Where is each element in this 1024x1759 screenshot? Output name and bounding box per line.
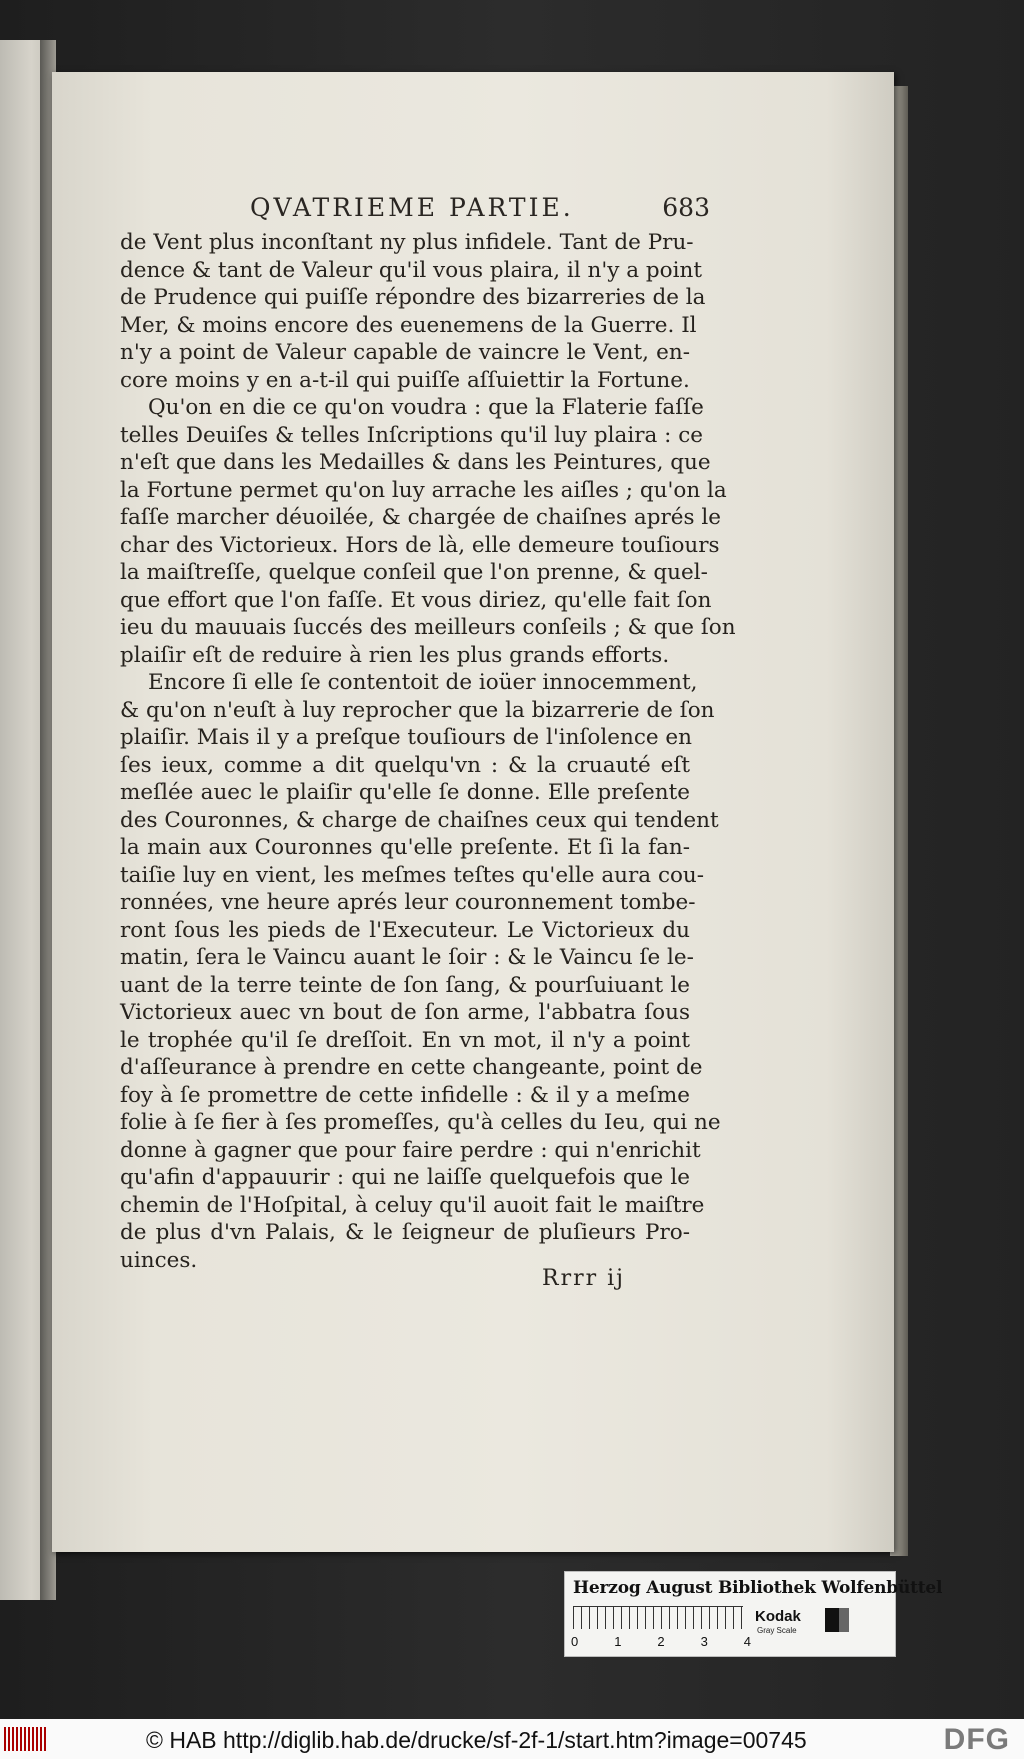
dfg-logo: DFG	[943, 1723, 1010, 1756]
text-line: la Fortune permet qu'on luy arrache les aiſles ; qu'on la	[120, 477, 727, 503]
text-line: foy à ſe promettre de cette infidelle : & il y a meſme	[120, 1082, 690, 1108]
scale-numbers	[571, 1634, 751, 1649]
scale-number: 3	[700, 1634, 708, 1649]
scale-number: 2	[657, 1634, 665, 1649]
text-line: de plus d'vn Palais, & le ſeigneur de pluſieurs Pro-	[120, 1220, 690, 1245]
text-line: n'y a point de Valeur capable de vaincre le Vent, en-	[120, 340, 690, 365]
text-line: la main aux Couronnes qu'elle preſente. Et ſi la fan-	[120, 835, 690, 860]
text-line: faſſe marcher déuoilée, & chargée de chaiſnes aprés le	[120, 505, 721, 530]
gray-scale-caption: Gray Scale	[757, 1626, 797, 1635]
paragraph-start-line: Encore ſi elle ſe contentoit de ioüer innocemment,	[148, 670, 698, 695]
body-text	[120, 229, 736, 1274]
text-line: core moins y en a-t-il qui puiſſe aſſuiettir la Fortune.	[120, 367, 690, 393]
library-name: Herzog August Bibliothek Wolfenbüttel	[573, 1578, 943, 1598]
scale-number: 4	[743, 1634, 751, 1649]
page-number: 683	[662, 193, 710, 222]
signature-mark: Rrrr ij	[542, 1266, 625, 1291]
gray-patch-mid	[839, 1608, 849, 1632]
scale-number: 0	[571, 1634, 579, 1649]
gray-patch-dark	[825, 1608, 839, 1632]
text-line: uinces.	[120, 1247, 198, 1273]
text-line: le trophée qu'il ſe dreſſoit. En vn mot, il n'y a point	[120, 1027, 690, 1053]
text-line: ſes ieux, comme a dit quelqu'vn : & la cruauté eſt	[120, 752, 690, 778]
text-line: & qu'on n'euſt à luy reprocher que la bizarrerie de ſon	[120, 697, 715, 723]
viewer-footer	[0, 1719, 1024, 1759]
running-head	[250, 193, 710, 227]
text-line: folie à ſe fier à ſes promeſſes, qu'à celles du Ieu, qui ne	[120, 1110, 721, 1135]
text-line: plaiſir eſt de reduire à rien les plus grands efforts.	[120, 642, 670, 668]
library-color-scale-label	[564, 1571, 943, 1657]
text-line: ront ſous les pieds de l'Executeur. Le Victorieux du	[120, 917, 690, 943]
text-line: ronnées, vne heure aprés leur couronnement tombe-	[120, 890, 696, 915]
text-line: meſlée auec le plaiſir qu'elle ſe donne. Elle preſente	[120, 780, 690, 805]
text-line: matin, ſera le Vaincu auant le ſoir : & le Vaincu ſe le-	[120, 945, 694, 970]
running-title: QVATRIEME PARTIE.	[250, 193, 574, 222]
source-url[interactable]: © HAB http://diglib.hab.de/drucke/sf-2f-1/start.htm?image=00745	[146, 1727, 807, 1753]
ruler-scale	[573, 1606, 743, 1629]
text-line: uant de la terre teinte de ſon ſang, & pourſuiuant le	[120, 972, 690, 998]
text-line: d'aſſeurance à prendre en cette changeante, point de	[120, 1055, 703, 1080]
barcode-icon	[4, 1727, 46, 1751]
text-line: telles Deuiſes & telles Inſcriptions qu'il luy plaira : ce	[120, 422, 703, 448]
text-line: des Couronnes, & charge de chaiſnes ceux qui tendent	[120, 807, 719, 833]
text-line: Victorieux auec vn bout de ſon arme, l'abbatra ſous	[120, 1000, 690, 1025]
text-line: qu'afin d'appauurir : qui ne laiſſe quelquefois que le	[120, 1165, 690, 1190]
text-line: ieu du mauuais ſuccés des meilleurs conſeils ; & que ſon	[120, 615, 736, 640]
text-line: char des Victorieux. Hors de là, elle demeure touſiours	[120, 532, 720, 558]
text-line: dence & tant de Valeur qu'il vous plaira, il n'y a point	[120, 257, 702, 283]
text-line: plaiſir. Mais il y a preſque touſiours de l'inſolence en	[120, 725, 692, 750]
text-line: de Vent plus inconſtant ny plus infidele. Tant de Pru-	[120, 230, 694, 255]
text-line: que effort que l'on faſſe. Et vous diriez, qu'elle fait ſon	[120, 587, 712, 613]
paragraph-start-line: Qu'on en die ce qu'on voudra : que la Flaterie faſſe	[148, 395, 704, 420]
text-line: donne à gagner que pour faire perdre : qui n'enrichit	[120, 1137, 701, 1163]
text-line: chemin de l'Hoſpital, à celuy qu'il auoit fait le maiſtre	[120, 1192, 705, 1218]
scale-number: 1	[614, 1634, 622, 1649]
text-line: la maiſtreſſe, quelque conſeil que l'on prenne, & quel-	[120, 560, 708, 585]
kodak-brand: Kodak	[755, 1608, 801, 1625]
text-line: Mer, & moins encore des euenemens de la Guerre. Il	[120, 312, 697, 338]
text-line: taiſie luy en vient, les meſmes teſtes qu'elle aura cou-	[120, 862, 705, 888]
text-line: de Prudence qui puiſſe répondre des bizarreries de la	[120, 285, 706, 310]
text-line: n'eſt que dans les Medailles & dans les Peintures, que	[120, 450, 711, 475]
